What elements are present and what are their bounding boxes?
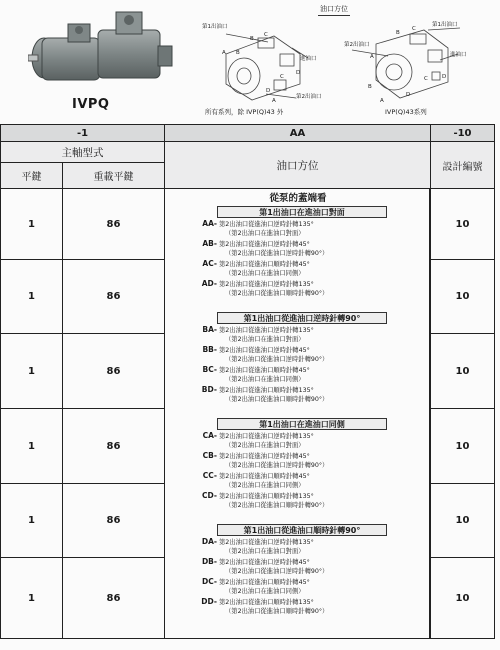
row6-design: 10: [430, 557, 495, 639]
header-flat-key: 平鍵: [0, 162, 63, 189]
pump-image: [28, 6, 178, 92]
code-ac: AC- 第2出油口從進油口順時針轉45°: [202, 259, 310, 268]
group-d-title: 第1出油口從進油口順時針轉90°: [217, 524, 387, 536]
row4-flat: 1: [0, 408, 63, 484]
letter-d2: D: [266, 88, 271, 94]
row5-design: 10: [430, 483, 495, 558]
row3-design: 10: [430, 333, 495, 409]
letter-c2-43: C: [424, 76, 428, 82]
code-db: DB- 第2出油口從進油口逆時針轉45°: [201, 557, 310, 566]
letter-a-43: A: [370, 54, 374, 60]
row1-flat: 1: [0, 188, 63, 260]
row5-heavy: 86: [62, 483, 165, 558]
row4-design: 10: [430, 408, 495, 484]
view-note: 從泵的蓋端看: [269, 193, 327, 204]
label-port2-43: 第2出油口: [344, 42, 370, 48]
caption-43: IVP(Q)43系列: [385, 108, 427, 116]
code-bc-note: （第2出油口在進油口同側）: [225, 376, 305, 383]
label-port2: 第2出油口: [296, 94, 322, 100]
figure-title: 油口方位: [318, 4, 350, 16]
header-port-code: AA: [164, 124, 431, 142]
header-port-orientation: 油口方位: [164, 141, 431, 189]
code-ad: AD- 第2出油口從進油口逆時針轉135°: [201, 279, 314, 288]
header-shaft-group: 主軸型式: [0, 141, 165, 163]
code-cc-note: （第2出油口在進油口同側）: [225, 482, 305, 489]
group-c: [202, 418, 387, 511]
code-cd-note: （第2出油口從進油口順時針轉90°）: [225, 502, 329, 509]
letter-b2-43: B: [368, 84, 372, 90]
label-port1-43: 第1出油口: [432, 22, 458, 28]
letter-d-43: D: [442, 74, 447, 80]
group-d: [201, 524, 387, 617]
code-dc: DC- 第2出油口從進油口順時針轉45°: [201, 577, 310, 586]
code-bb: BB- 第2出油口從進油口逆時針轉45°: [202, 345, 310, 354]
caption-standard: 所有系列，除 IVP(Q)43 外: [205, 108, 284, 116]
letter-b2: B: [236, 50, 240, 56]
row5-flat: 1: [0, 483, 63, 558]
code-aa: AA- 第2出油口從進油口逆時針轉135°: [202, 219, 314, 228]
letter-c-43: C: [412, 26, 416, 32]
group-b: [201, 312, 387, 405]
code-bd: BD- 第2出油口從進油口順時針轉135°: [201, 385, 314, 394]
row3-flat: 1: [0, 333, 63, 409]
letter-a2-43: A: [380, 98, 384, 104]
code-dd-note: （第2出油口從進油口順時針轉90°）: [225, 608, 329, 615]
port-diagram-43: [340, 14, 480, 110]
letter-a2: A: [272, 98, 276, 104]
label-inlet: 進油口: [300, 56, 317, 62]
code-ad-note: （第2出油口從進油口順時針轉90°）: [225, 290, 329, 297]
code-cb: CB- 第2出油口從進油口逆時針轉45°: [202, 451, 310, 460]
code-cb-note: （第2出油口從進油口逆時針轉90°）: [225, 462, 329, 469]
code-ab: AB- 第2出油口從進油口逆時針轉45°: [202, 239, 310, 248]
row4-heavy: 86: [62, 408, 165, 484]
header-design-no: 設計編號: [430, 141, 495, 189]
group-a: [201, 206, 387, 299]
model-code-table: [0, 124, 495, 639]
product-name: IVPQ: [72, 97, 110, 112]
group-b-title: 第1出油口從進油口逆時針轉90°: [217, 312, 387, 324]
code-bb-note: （第2出油口從進油口逆時針轉90°）: [225, 356, 329, 363]
letter-b: B: [250, 36, 254, 42]
label-inlet-43: 進油口: [450, 52, 467, 58]
code-ca: CA- 第2出油口從進油口逆時針轉135°: [202, 431, 314, 440]
code-da-note: （第2出油口在進油口對面）: [225, 548, 305, 555]
row6-flat: 1: [0, 557, 63, 639]
code-bd-note: （第2出油口從進油口順時針轉90°）: [225, 396, 329, 403]
port-orientation-codes: [164, 188, 430, 639]
code-ba: BA- 第2出油口從進油口逆時針轉135°: [202, 325, 314, 334]
code-db-note: （第2出油口從進油口逆時針轉90°）: [225, 568, 329, 575]
code-bc: BC- 第2出油口從進油口順時針轉45°: [202, 365, 310, 374]
code-da: DA- 第2出油口從進油口逆時針轉135°: [201, 537, 314, 546]
header-shaft-code: -1: [0, 124, 165, 142]
code-cd: CD- 第2出油口從進油口順時針轉135°: [202, 491, 314, 500]
code-dc-note: （第2出油口在進油口同側）: [225, 588, 305, 595]
code-ca-note: （第2出油口在進油口對面）: [225, 442, 305, 449]
row2-flat: 1: [0, 259, 63, 334]
row2-design: 10: [430, 259, 495, 334]
port-diagram-standard: [196, 14, 336, 110]
letter-a: A: [222, 50, 226, 56]
row6-heavy: 86: [62, 557, 165, 639]
letter-d: D: [296, 70, 301, 76]
letter-c: C: [264, 32, 268, 38]
code-dd: DD- 第2出油口從進油口順時針轉135°: [201, 597, 314, 606]
row1-heavy: 86: [62, 188, 165, 260]
code-aa-note: （第2出油口在進油口對面）: [225, 230, 305, 237]
header-design-code: -10: [430, 124, 495, 142]
group-a-title: 第1出油口在進油口對面: [217, 206, 387, 218]
row3-heavy: 86: [62, 333, 165, 409]
letter-b-43: B: [396, 30, 400, 36]
letter-c2: C: [280, 74, 284, 80]
header-heavy-key: 重載平鍵: [62, 162, 165, 189]
code-ac-note: （第2出油口在進油口同側）: [225, 270, 305, 277]
code-ba-note: （第2出油口在進油口對面）: [225, 336, 305, 343]
row2-heavy: 86: [62, 259, 165, 334]
letter-d2-43: D: [406, 92, 411, 98]
label-port1: 第1出油口: [202, 24, 228, 30]
row1-design: 10: [430, 188, 495, 260]
code-ab-note: （第2出油口從進油口逆時針轉90°）: [225, 250, 329, 257]
code-cc: CC- 第2出油口從進油口順時針轉45°: [202, 471, 310, 480]
group-c-title: 第1出油口在進油口同側: [217, 418, 387, 430]
